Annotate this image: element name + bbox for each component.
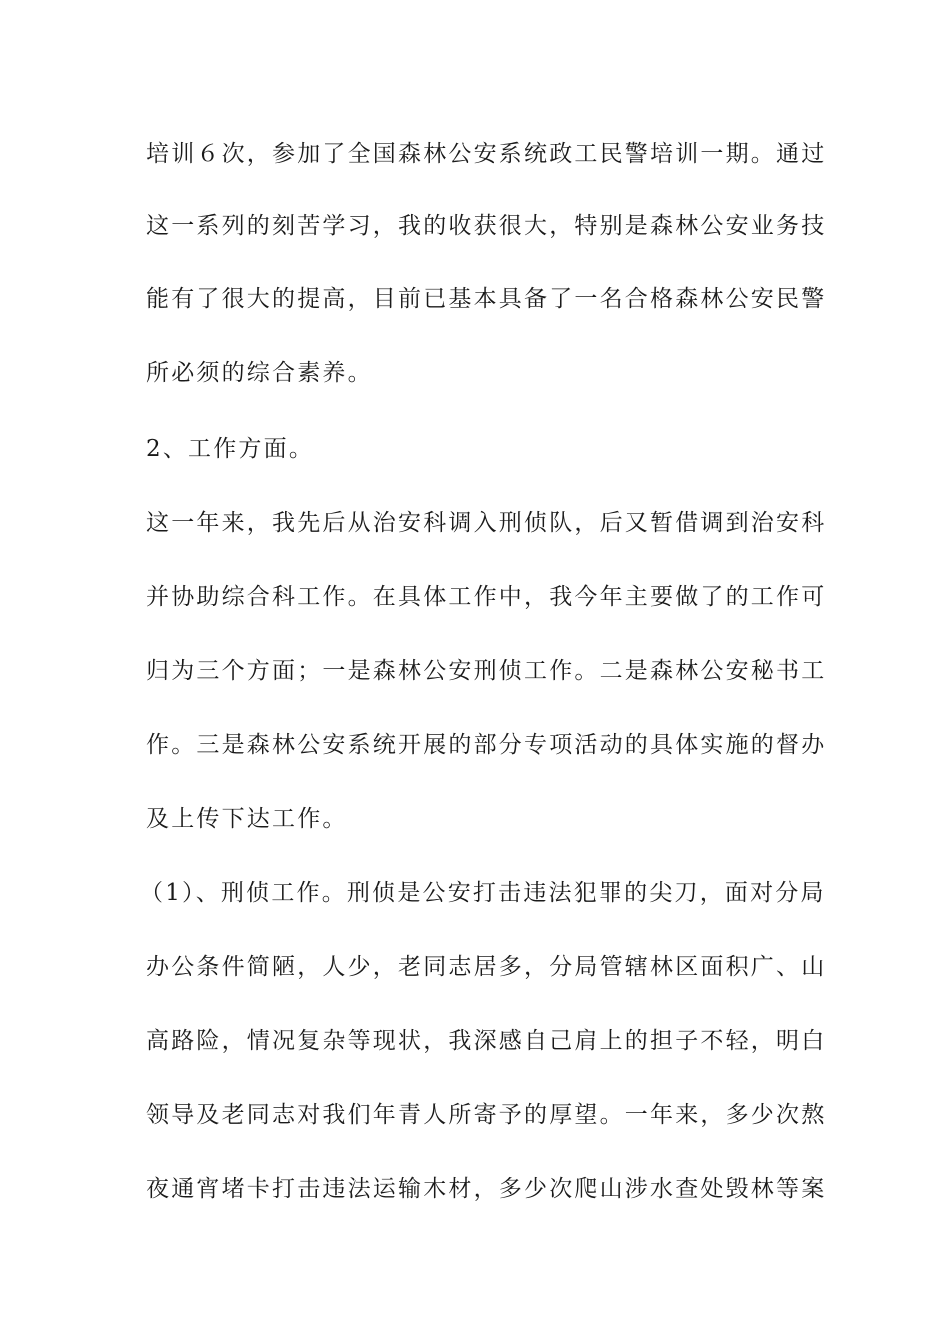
subsection-line: （1）、刑侦工作。刑侦是公安打击违法犯罪的尖刀，面对分局: [140, 880, 826, 906]
text-line: 能有了很大的提高，目前已基本具备了一名合格森林公安民警: [146, 286, 827, 312]
text-line: 高路险，情况复杂等现状，我深感自己肩上的担子不轻，明白: [146, 1028, 827, 1054]
text-line: 这一年来，我先后从治安科调入刑侦队，后又暂借调到治安科: [146, 510, 827, 536]
text-line: 作。三是森林公安系统开展的部分专项活动的具体实施的督办: [146, 732, 827, 758]
text-line: 领导及老同志对我们年青人所寄予的厚望。一年来，多少次熬: [146, 1102, 827, 1128]
text-line: 办公条件简陋，人少，老同志居多，分局管辖林区面积广、山: [146, 954, 827, 980]
text-line: 所必须的综合素养。: [146, 360, 373, 386]
text-line: 及上传下达工作。: [146, 806, 348, 832]
text-line: 这一系列的刻苦学习，我的收获很大，特别是森林公安业务技: [146, 213, 827, 239]
text-line: 并协助综合科工作。在具体工作中，我今年主要做了的工作可: [146, 584, 827, 610]
text-line: 归为三个方面；一是森林公安刑侦工作。二是森林公安秘书工: [146, 658, 827, 684]
text-line: 培训６次，参加了全国森林公安系统政工民警培训一期。通过: [146, 141, 827, 167]
text-line: 夜通宵堵卡打击违法运输木材，多少次爬山涉水查处毁林等案: [146, 1176, 827, 1202]
section-heading: 2、工作方面。: [146, 436, 315, 462]
